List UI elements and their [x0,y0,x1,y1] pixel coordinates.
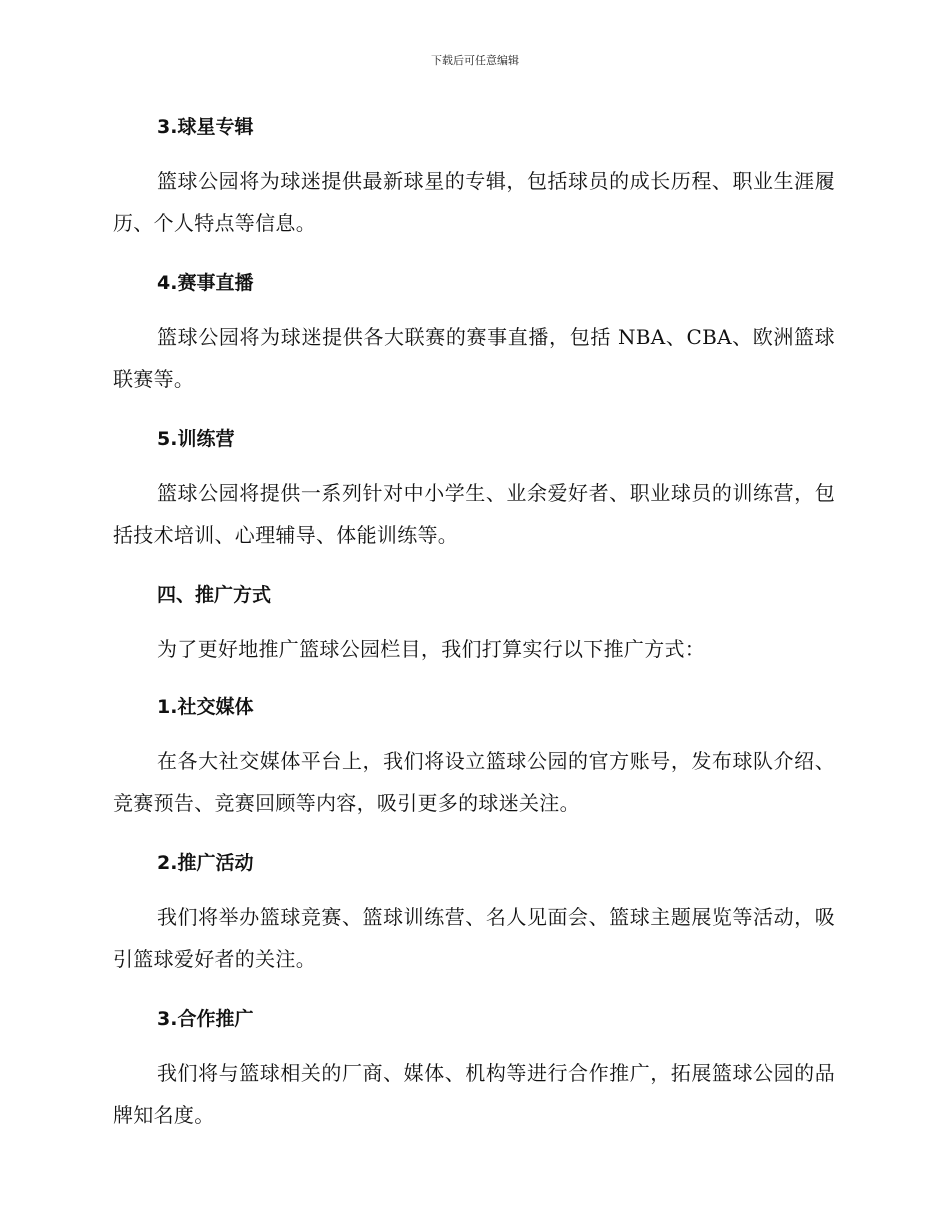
section-heading-star-album: 3.球星专辑 [157,116,254,138]
section-heading-training-camp: 5.训练营 [157,428,235,450]
section-heading-live-broadcast: 4.赛事直播 [157,272,254,294]
section-heading-partnership: 3.合作推广 [157,1008,254,1030]
paragraph-star-album: 篮球公园将为球迷提供最新球星的专辑，包括球员的成长历程、职业生涯履历、个人特点等信息。 [113,169,835,235]
paragraph-training-camp: 篮球公园将提供一系列针对中小学生、业余爱好者、职业球员的训练营，包括技术培训、心理辅导、体能训练等。 [113,481,835,547]
paragraph-promotion-events: 我们将举办篮球竞赛、篮球训练营、名人见面会、篮球主题展览等活动，吸引篮球爱好者的关注。 [113,905,835,971]
paragraph-promotion-intro: 为了更好地推广篮球公园栏目，我们打算实行以下推广方式： [157,637,706,661]
section-heading-social-media: 1.社交媒体 [157,696,254,718]
paragraph-partnership: 我们将与篮球相关的厂商、媒体、机构等进行合作推广，拓展篮球公园的品牌知名度。 [113,1061,835,1127]
paragraph-social-media: 在各大社交媒体平台上，我们将设立篮球公园的官方账号，发布球队介绍、竞赛预告、竞赛回顾等内容，吸引更多的球迷关注。 [113,749,835,815]
paragraph-live-broadcast: 篮球公园将为球迷提供各大联赛的赛事直播，包括 NBA、CBA、欧洲篮球联赛等。 [113,325,835,391]
page-header: 下载后可任意编辑 [431,54,519,67]
section-heading-promotion-events: 2.推广活动 [157,852,254,874]
document-body [113,110,835,1158]
section-heading-promotion-methods: 四、推广方式 [157,584,272,606]
